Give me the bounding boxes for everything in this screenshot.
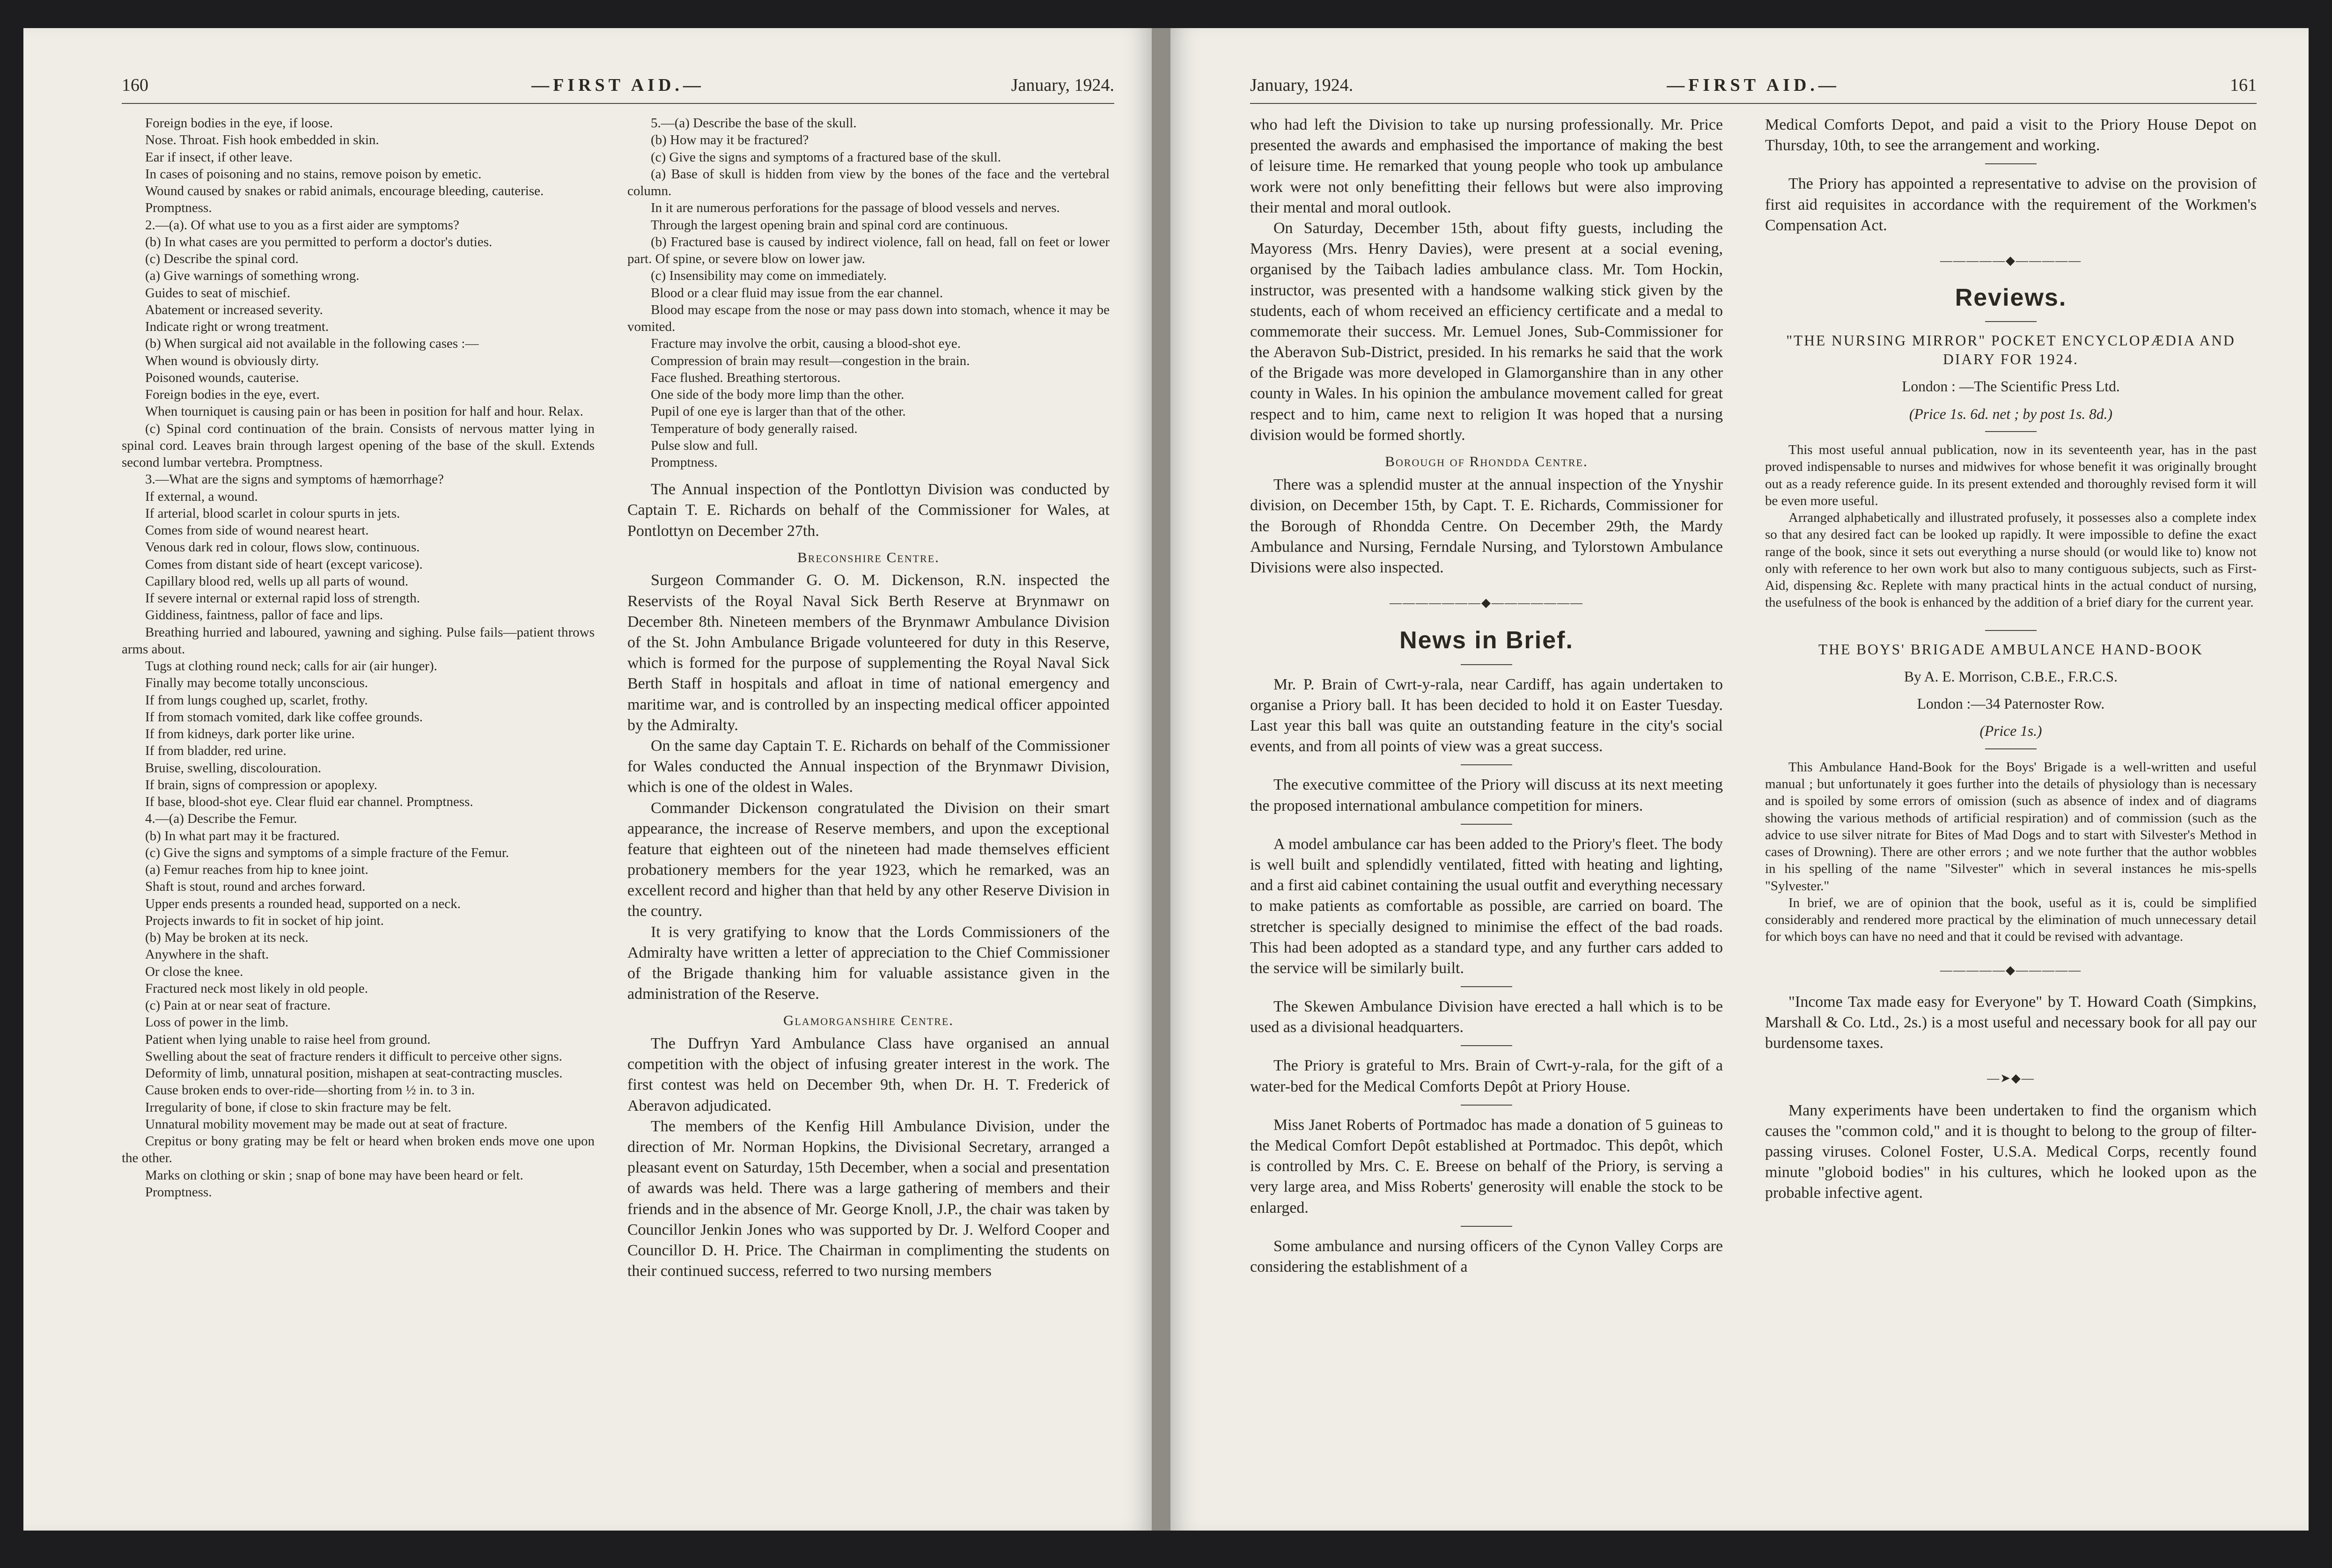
text-line: (b) Fractured base is caused by indirect violence, fall on head, fall on feet or lower part. Of spine, or severe blow on lower jaw. bbox=[627, 234, 1110, 266]
taibach-paragraph: On Saturday, December 15th, about fifty guests, including the Mayoress (Mrs. Henry Davies), were present at a social evening, organised by the Taibach ladies ambulance class. Mr. Tom Hockin, instructor, was presented with a handsome walking stick given by the students, each of whom received an efficiency certificate and a medal to commemorate their success. Mr. Lemuel Jones, Sub-Commissioner for the Aberavon Sub-District, presided. In his remarks he said that the work of the Brigade was more developed in Glamorganshire than in any other county in Wales. In his opinion the ambulance movement called for great respect and to him, came next to religion It was hoped that a nursing division would be formed shortly. bbox=[1250, 219, 1723, 444]
section-ornament: —————◆————— bbox=[1940, 963, 2082, 977]
page-number: 160 bbox=[122, 75, 148, 95]
text-line: One side of the body more limp than the other. bbox=[651, 387, 905, 402]
news-item: Miss Janet Roberts of Portmadoc has made a donation of 5 guineas to the Medical Comfort Depôt established at Portmadoc. This depôt, which is controlled by Mrs. C. E. Breese on behalf of the Priory, is serving a very large area, and Miss Roberts' generosity will enable the stock to be enlarged. bbox=[1250, 1116, 1723, 1216]
text-line: Pupil of one eye is larger than that of the other. bbox=[651, 404, 906, 419]
news-item: A model ambulance car has been added to the Priory's fleet. The body is well built and splendidly ventilated, fitted with heating and lighting, and a first aid cabinet containing the usual outfit and everything necessary to make patients as comfortable as possible, are carried on board. The stretcher is specially designed to minimise the effect of the bad roads. This had been adopted as a standard type, and any further cars added to the service will be similarly built. bbox=[1250, 835, 1723, 977]
section-ornament: ———————◆——————— bbox=[1390, 596, 1583, 610]
divider bbox=[1985, 431, 2037, 432]
divider bbox=[1985, 321, 2037, 322]
text-line: Wound caused by snakes or rabid animals, encourage bleeding, cauterise. bbox=[145, 183, 544, 198]
news-item: Some ambulance and nursing officers of the Cynon Valley Corps are considering the establishment of a bbox=[1250, 1237, 1723, 1275]
text-line: Promptness. bbox=[145, 1184, 212, 1200]
text-line: (a) Femur reaches from hip to knee joint. bbox=[145, 862, 368, 877]
text-line: Fracture may involve the orbit, causing a blood-shot eye. bbox=[651, 336, 961, 352]
text-line: In cases of poisoning and no stains, remove poison by emetic. bbox=[145, 166, 482, 182]
text-line: Promptness. bbox=[145, 200, 212, 216]
continued-paragraph: who had left the Division to take up nursing professionally. Mr. Price presented the awards and emphasised the importance of making the best of leisure time. He remarked that young people who took up ambulance work were not only benefitting their fellows but were also improving their mental and moral outlook. bbox=[1250, 116, 1723, 216]
text-line: Patient when lying unable to raise heel from ground. bbox=[145, 1032, 431, 1047]
page-number: 161 bbox=[2230, 75, 2257, 95]
issue-date: January, 1924. bbox=[1250, 75, 1354, 95]
rhondda-paragraph: There was a splendid muster at the annual inspection of the Ynyshir division, on December 15th, by Capt. T. E. Richards, Commissioner for the Borough of Rhondda Centre. On December 29th, the Mardy Ambulance and Nursing, Ferndale Nursing, and Tylorstown Ambulance Divisions were also inspected. bbox=[1250, 476, 1723, 577]
review-title: "THE NURSING MIRROR" POCKET ENCYCLOPÆDIA AND DIARY FOR 1924. bbox=[1786, 332, 2236, 368]
text-line: Crepitus or bony grating may be felt or heard when broken ends move one upon the other. bbox=[122, 1134, 595, 1166]
rhondda-heading: Borough of Rhondda Centre. bbox=[1385, 453, 1588, 469]
skull-answers bbox=[627, 115, 1110, 471]
text-line: 5.—(a) Describe the base of the skull. bbox=[651, 116, 857, 131]
text-line: Irregularity of bone, if close to skin fracture may be felt. bbox=[145, 1099, 451, 1115]
text-line: If from stomach vomited, dark like coffee grounds. bbox=[145, 709, 423, 725]
text-line: Ear if insect, if other leave. bbox=[145, 149, 293, 165]
left-column-1 bbox=[122, 115, 595, 1201]
review-paragraph: This most useful annual publication, now in its seventeenth year, has in the past proved indispensable to nurses and midwives for whose benefit it was originally brought out as a ready reference guide. In its present extended and thoroughly revised form it will be even more useful. bbox=[1765, 442, 2257, 508]
text-line: Upper ends presents a rounded head, supported on a neck. bbox=[145, 896, 461, 911]
text-line: Through the largest opening brain and spinal cord are continuous. bbox=[651, 217, 1008, 233]
breconshire-paragraph: Commander Dickenson congratulated the Division on their smart appearance, the increase of Reserve members, and upon the exceptional feature that eighteen out of the nineteen had made themselves efficient probationery members for the year 1923, which he remarked, was an excellent record and higher than that held by any other Reserve Division in the country. bbox=[627, 799, 1110, 920]
review-publisher: London : —The Scientific Press Ltd. bbox=[1902, 378, 2120, 395]
text-line: Bruise, swelling, discolouration. bbox=[145, 760, 322, 776]
common-cold-paragraph: Many experiments have been undertaken to find the organism which causes the "common cold," and it is thought to belong to the group of filter-passing viruses. Colonel Foster, U.S.A. Medical Corps, recently found minute "globoid bodies" in his cultures, which he looked upon as the probable infective agent. bbox=[1765, 1101, 2257, 1202]
text-line: 2.—(a). Of what use to you as a first aider are symptoms? bbox=[145, 217, 459, 233]
divider bbox=[1461, 664, 1512, 665]
divider bbox=[1461, 1045, 1512, 1046]
text-line: Blood or a clear fluid may issue from the ear channel. bbox=[651, 285, 943, 300]
divider bbox=[1985, 748, 2037, 749]
text-line: Promptness. bbox=[651, 455, 718, 470]
text-line: Foreign bodies in the eye, if loose. bbox=[145, 116, 333, 131]
text-line: 4.—(a) Describe the Femur. bbox=[145, 811, 297, 827]
text-line: Comes from distant side of heart (except varicose). bbox=[145, 557, 423, 572]
text-line: Pulse slow and full. bbox=[651, 438, 758, 453]
breconshire-heading: Breconshire Centre. bbox=[797, 549, 940, 565]
text-line: Comes from side of wound nearest heart. bbox=[145, 523, 369, 538]
running-title: —FIRST AID.— bbox=[531, 75, 705, 95]
pontlottyn-paragraph: The Annual inspection of the Pontlottyn Division was conducted by Captain T. E. Richards on behalf of the Commissioner for Wales, at Pontlottyn on December 27th. bbox=[627, 481, 1110, 540]
text-line: Abatement or increased severity. bbox=[145, 302, 323, 317]
text-line: Nose. Throat. Fish hook embedded in skin. bbox=[145, 132, 379, 148]
text-line: (b) May be broken at its neck. bbox=[145, 930, 309, 945]
reviews-heading: Reviews. bbox=[1955, 284, 2067, 312]
review-paragraph: In brief, we are of opinion that the book, useful as it is, could be simplified considerably and rendered more practical by the elimination of much unnecessary detail for which boys can have no need and that it could be revised with advantage. bbox=[1765, 895, 2257, 945]
text-line: Indicate right or wrong treatment. bbox=[145, 319, 329, 334]
text-line: (b) In what part may it be fractured. bbox=[145, 828, 340, 843]
text-line: Marks on clothing or skin ; snap of bone may have been heard or felt. bbox=[145, 1167, 523, 1183]
text-line: If external, a wound. bbox=[145, 489, 258, 504]
text-line: Foreign bodies in the eye, evert. bbox=[145, 387, 320, 402]
text-line: When wound is obviously dirty. bbox=[145, 353, 319, 368]
divider bbox=[1461, 1226, 1512, 1227]
text-line: Face flushed. Breathing stertorous. bbox=[651, 370, 841, 385]
breconshire-paragraph: It is very gratifying to know that the Lords Commissioners of the Admiralty have written a letter of appreciation to the Chief Commissioner of the Brigade thanking him for valuable assistance given in the administration of the Reserve. bbox=[627, 923, 1110, 1003]
news-item: Mr. P. Brain of Cwrt-y-rala, near Cardiff, has again undertaken to organise a Priory ball. It has been decided to hold it on Easter Tuesday. Last year this ball was quite an outstanding feature in the city's social events, and from all points of view was a great success. bbox=[1250, 675, 1723, 755]
text-line: Breathing hurried and laboured, yawning and sighing. Pulse fails—patient throws arms about. bbox=[122, 624, 595, 657]
left-page-header bbox=[122, 70, 1114, 104]
review-paragraph: Arranged alphabetically and illustrated profusely, it possesses also a complete index so that any desired fact can be looked up rapidly. It were impossible to define the exact range of the book, since it sets out everything a nurse should (or would like to) know not only with reference to her own work but also to many contiguous subjects, such as First-Aid, dispensing &c. Replete with many practical hints in the actual conduct of nursing, the usefulness of the book is enhanced by the addition of a brief diary for the current year. bbox=[1765, 510, 2257, 610]
glamorganshire-heading: Glamorganshire Centre. bbox=[783, 1012, 954, 1029]
breconshire-paragraph: On the same day Captain T. E. Richards on behalf of the Commissioner for Wales conducted the Annual inspection of the Brynmawr Division, which is one of the oldest in Wales. bbox=[627, 737, 1110, 796]
magazine-spread bbox=[23, 28, 2309, 1531]
review-publisher: London :—34 Paternoster Row. bbox=[1917, 696, 2105, 712]
text-line: Deformity of limb, unnatural position, mishapen at seat-contracting muscles. bbox=[145, 1066, 563, 1081]
text-line: (c) Spinal cord continuation of the brain. Consists of nervous matter lying in spinal cord. Leaves brain through largest opening of the base of the skull. Extends second lumbar vertebra. Promptness. bbox=[122, 421, 595, 470]
text-line: Tugs at clothing round neck; calls for air (air hunger). bbox=[145, 659, 437, 674]
text-line: 3.—What are the signs and symptoms of hæmorrhage? bbox=[145, 472, 444, 487]
text-line: Poisoned wounds, cauterise. bbox=[145, 370, 299, 385]
text-line: Guides to seat of mischief. bbox=[145, 285, 291, 300]
running-title: —FIRST AID.— bbox=[1667, 75, 1840, 95]
text-line: Or close the knee. bbox=[145, 964, 243, 979]
text-line: Blood may escape from the nose or may pass down into stomach, whence it may be vomited. bbox=[627, 302, 1110, 334]
news-item: The Skewen Ambulance Division have erected a hall which is to be used as a divisional headquarters. bbox=[1250, 998, 1723, 1036]
text-line: If severe internal or external rapid loss of strength. bbox=[145, 591, 420, 606]
text-line: Temperature of body generally raised. bbox=[651, 421, 858, 436]
text-line: Swelling about the seat of fracture renders it difficult to perceive other signs. bbox=[145, 1048, 562, 1064]
divider bbox=[1461, 986, 1512, 987]
divider bbox=[1461, 824, 1512, 825]
text-line: (c) Pain at or near seat of fracture. bbox=[145, 998, 331, 1013]
text-line: When tourniquet is causing pain or has been in position for half and hour. Relax. bbox=[145, 404, 583, 419]
text-line: (c) Describe the spinal cord. bbox=[145, 251, 299, 266]
text-line: Loss of power in the limb. bbox=[145, 1015, 289, 1030]
right-page bbox=[1170, 28, 2309, 1531]
text-line: (b) How may it be fractured? bbox=[651, 132, 809, 148]
text-line: Venous dark red in colour, flows slow, continuous. bbox=[145, 540, 420, 555]
text-line: If from bladder, red urine. bbox=[145, 743, 287, 759]
divider bbox=[1461, 1105, 1512, 1106]
review-body bbox=[1765, 441, 2257, 611]
text-line: (a) Give warnings of something wrong. bbox=[145, 268, 360, 284]
divider bbox=[1985, 163, 2037, 164]
text-line: (b) When surgical aid not available in the following cases :— bbox=[145, 336, 479, 352]
breconshire-paragraph: Surgeon Commander G. O. M. Dickenson, R.N. inspected the Reservists of the Royal Naval Sick Berth Reserve at Brynmawr on December 8th. Nineteen members of the Brynmawr Ambulance Division of the St. John Ambulance Brigade volunteered for duty in this Reserve, which is formed for the purpose of supplementing the Royal Naval Sick Berth Staff in hospitals and afloat in time of national emergency and maritime war, and is controlled by an inspecting medical officer appointed by the Admiralty. bbox=[627, 572, 1110, 734]
text-line: In it are numerous perforations for the passage of blood vessels and nerves. bbox=[651, 200, 1060, 216]
news-item: The executive committee of the Priory will discuss at its next meeting the proposed international ambulance competition for miners. bbox=[1250, 776, 1723, 814]
review-body bbox=[1765, 759, 2257, 945]
left-page bbox=[23, 28, 1152, 1531]
review-title: THE BOYS' BRIGADE AMBULANCE HAND-BOOK bbox=[1818, 641, 2203, 658]
text-line: Giddiness, faintness, pallor of face and lips. bbox=[145, 608, 383, 623]
divider bbox=[1985, 630, 2037, 631]
text-line: Cause broken ends to over-ride—shorting from ½ in. to 3 in. bbox=[145, 1083, 475, 1098]
text-line: (c) Insensibility may come on immediately. bbox=[651, 268, 887, 284]
text-line: Fractured neck most likely in old people. bbox=[145, 981, 368, 996]
text-line: (c) Give the signs and symptoms of a simple fracture of the Femur. bbox=[145, 845, 509, 860]
review-author: By A. E. Morrison, C.B.E., F.R.C.S. bbox=[1904, 668, 2118, 685]
left-column-2 bbox=[627, 115, 1110, 1282]
binding-gutter bbox=[1152, 28, 1170, 1531]
divider bbox=[1461, 764, 1512, 765]
right-page-header bbox=[1250, 70, 2257, 104]
text-line: Anywhere in the shaft. bbox=[145, 947, 269, 962]
glamorganshire-paragraph: The Duffryn Yard Ambulance Class have organised an annual competition with the object of infusing greater interest in the work. The first contest was held on December 9th, when Dr. H. T. Frederick of Aberavon adjudicated. bbox=[627, 1035, 1110, 1114]
review-paragraph: This Ambulance Hand-Book for the Boys' Brigade is a well-written and useful manual ; but unfortunately it goes further into the details of physiology than is necessary and is spoiled by some errors of omission (such as absence of index and of diagrams showing the various methods of artificial respiration) and of commission (such as the advice to use silver nitrate for Bites of Mad Dogs and to start with Silvester's Method in cases of Drowning). There are other errors ; and we note further that the author wobbles in his spelling of the name "Silvester" which in several instances he mis-spells "Sylvester." bbox=[1765, 759, 2257, 894]
text-line: (a) Base of skull is hidden from view by the bones of the face and the vertebral column. bbox=[627, 166, 1110, 198]
text-line: (b) In what cases are you permitted to perform a doctor's duties. bbox=[145, 234, 493, 249]
right-column-2 bbox=[1765, 115, 2257, 1204]
section-ornament: —➤◆— bbox=[1987, 1071, 2035, 1085]
review-price: (Price 1s. 6d. net ; by post 1s. 8d.) bbox=[1909, 405, 2112, 422]
text-line: Unnatural mobility movement may be made out at seat of fracture. bbox=[145, 1116, 508, 1132]
text-line: If base, blood-shot eye. Clear fluid ear channel. Promptness. bbox=[145, 794, 473, 809]
text-line: If from lungs coughed up, scarlet, frothy. bbox=[145, 692, 368, 708]
text-line: Compression of brain may result—congestion in the brain. bbox=[651, 353, 970, 368]
text-line: Shaft is stout, round and arches forward. bbox=[145, 879, 366, 894]
text-line: Projects inwards to fit in socket of hip joint. bbox=[145, 913, 384, 928]
text-line: If arterial, blood scarlet in colour spurts in jets. bbox=[145, 506, 400, 521]
news-in-brief-heading: News in Brief. bbox=[1399, 627, 1574, 654]
right-column-1 bbox=[1250, 115, 1723, 1277]
text-line: If from kidneys, dark porter like urine. bbox=[145, 726, 355, 741]
review-price: (Price 1s.) bbox=[1979, 723, 2042, 740]
priory-paragraph: The Priory has appointed a representative to advise on the provision of first aid requisites in accordance with the requirement of the Workmen's Compensation Act. bbox=[1765, 175, 2257, 234]
section-ornament: —————◆————— bbox=[1940, 253, 2082, 267]
continued-paragraph: Medical Comforts Depot, and paid a visit to the Priory House Depot on Thursday, 10th, to see the arrangement and working. bbox=[1765, 116, 2257, 154]
text-line: (c) Give the signs and symptoms of a fractured base of the skull. bbox=[651, 149, 1001, 165]
news-item: The Priory is grateful to Mrs. Brain of Cwrt-y-rala, for the gift of a water-bed for the Medical Comforts Depôt at Priory House. bbox=[1250, 1057, 1723, 1095]
income-tax-paragraph: "Income Tax made easy for Everyone" by T. Howard Coath (Simpkins, Marshall & Co. Ltd., 2s.) is a most useful and necessary book for all pay our burdensome taxes. bbox=[1765, 993, 2257, 1052]
text-line: Finally may become totally unconscious. bbox=[145, 675, 368, 691]
text-line: Capillary blood red, wells up all parts of wound. bbox=[145, 573, 409, 589]
glamorganshire-paragraph: The members of the Kenfig Hill Ambulance Division, under the direction of Mr. Norman Hopkins, the Divisional Secretary, arranged a pleasant event on Saturday, 15th December, when a social and presentation of awards was held. There was a large gathering of members and their friends and in the absence of Mr. George Knoll, J.P., the chair was taken by Councillor Jenkin Jones who was supported by Dr. J. Welford Cooper and Councillor D. H. Price. The Chairman in complimenting the students on their continued success, referred to two nursing members bbox=[627, 1117, 1110, 1280]
text-line: If brain, signs of compression or apoplexy. bbox=[145, 777, 377, 792]
issue-date: January, 1924. bbox=[1011, 75, 1114, 95]
